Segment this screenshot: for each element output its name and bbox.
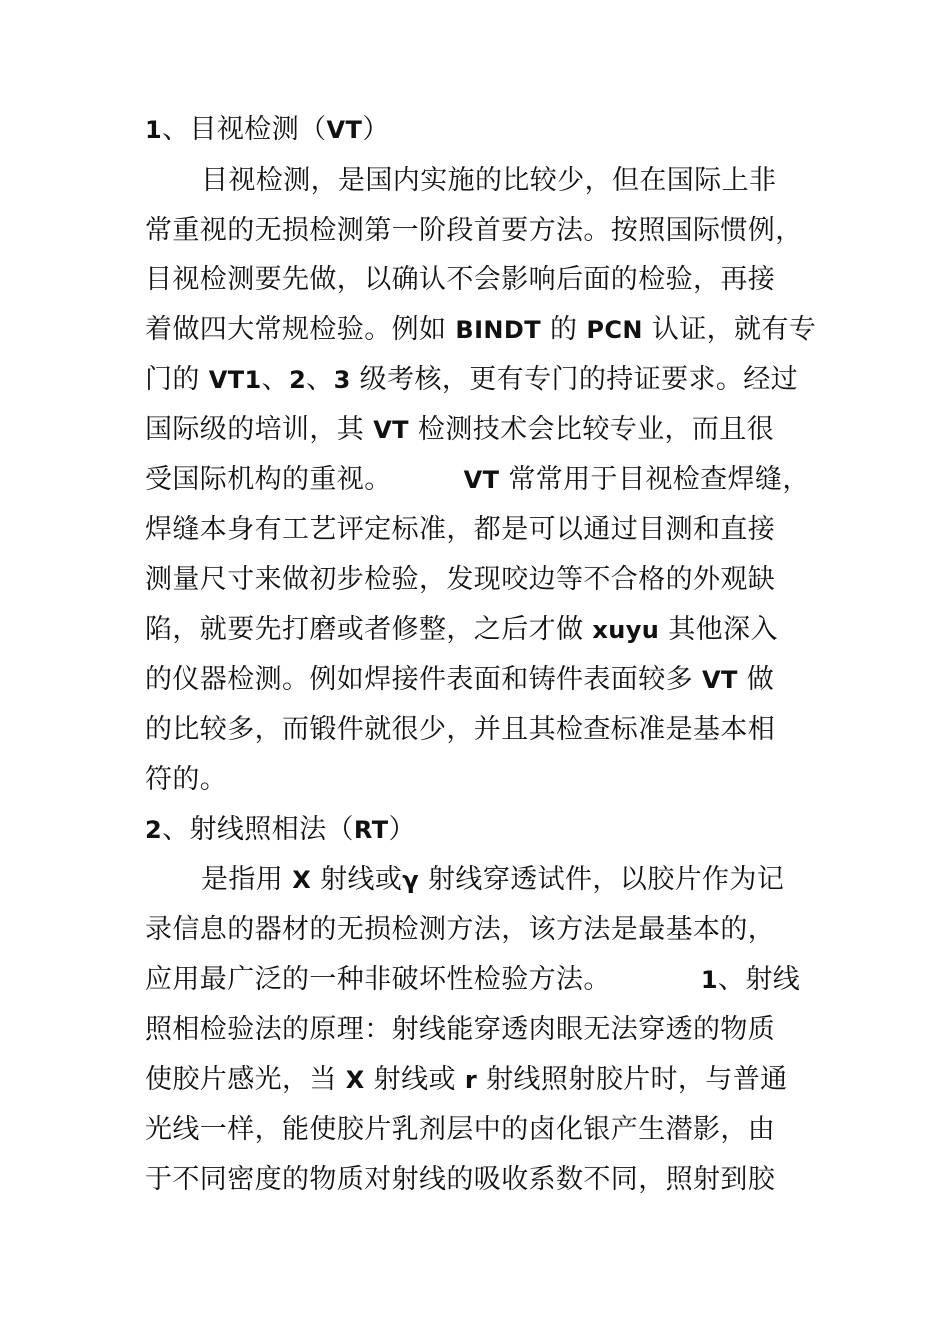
- heading-code: VT: [326, 116, 363, 144]
- heading-text: 、射线照相法（: [162, 814, 354, 845]
- bold-term: r: [464, 1066, 478, 1094]
- paragraph-line: [0, 412, 950, 448]
- text-run: 级考核，更有专门的持证要求。经过: [350, 364, 799, 395]
- text-run: 检测技术会比较专业，而且很: [408, 414, 775, 445]
- text-run: 是指用: [201, 864, 293, 895]
- bold-term: 2: [289, 366, 307, 394]
- paragraph-line: 光线一样，能使胶片乳剂层中的卤化银产生潜影，由: [145, 1114, 776, 1145]
- text-run: 受国际机构的重视。: [145, 464, 392, 495]
- paragraph-line: 的比较多，而锻件就很少，并且其检查标准是基本相: [145, 714, 776, 745]
- text-run: 的仪器检测。例如焊接件表面和铸件表面较多: [145, 664, 702, 695]
- text-run: 着做四大常规检验。例如: [145, 314, 456, 345]
- paragraph-line: [0, 862, 950, 898]
- paragraph-line: [0, 462, 950, 498]
- bold-term: BINDT: [455, 316, 541, 344]
- text-run: 的: [541, 314, 587, 345]
- bold-term: VT1: [208, 366, 262, 394]
- heading-close: ）: [388, 814, 416, 845]
- paragraph-line: [0, 962, 950, 998]
- bold-term: VT: [701, 666, 738, 694]
- paragraph-line: [0, 662, 950, 698]
- heading-close: ）: [362, 114, 390, 145]
- text-run: 使胶片感光，当: [145, 1064, 346, 1095]
- text-run: 射线穿透试件，以胶片作为记: [419, 864, 785, 895]
- text-run: 常常用于目视检查焊缝，: [499, 464, 810, 495]
- heading-number: 2: [145, 816, 163, 844]
- heading-number: 1: [145, 116, 163, 144]
- text-run: 其他深入: [659, 614, 778, 645]
- paragraph-line: [0, 1062, 950, 1098]
- paragraph-line: [0, 362, 950, 398]
- text-run: 认证，就有专: [642, 314, 817, 345]
- text-run: 射线照射胶片时，与普通: [477, 1064, 788, 1095]
- text-run: 国际级的培训，其: [145, 414, 374, 445]
- bold-term: PCN: [586, 316, 643, 344]
- paragraph-line: 目视检测，是国内实施的比较少，但在国际上非: [201, 165, 777, 196]
- text-run: 陷，就要先打磨或者修整，之后才做: [145, 614, 593, 645]
- paragraph-line: 常重视的无损检测第一阶段首要方法。按照国际惯例，: [145, 215, 803, 246]
- text-run: 应用最广泛的一种非破坏性检验方法。: [145, 964, 611, 995]
- text-run: 射线或: [364, 1064, 465, 1095]
- paragraph-line: 目视检测要先做，以确认不会影响后面的检验，再接: [145, 264, 776, 295]
- section-heading-rt: [0, 812, 950, 848]
- paragraph-line: 照相检验法的原理：射线能穿透肉眼无法穿透的物质: [145, 1014, 776, 1045]
- bold-term: X: [345, 1066, 365, 1094]
- paragraph-line: 于不同密度的物质对射线的吸收系数不同，照射到胶: [145, 1164, 776, 1195]
- paragraph-line: [0, 312, 950, 348]
- bold-term: xuyu: [592, 616, 660, 644]
- bold-term: 3: [333, 366, 351, 394]
- text-run: 射线或: [311, 864, 403, 895]
- text-run: 、射线: [717, 964, 801, 995]
- paragraph-line: 焊缝本身有工艺评定标准，都是可以通过目测和直接: [145, 514, 776, 545]
- paragraph-line: 符的。: [145, 764, 228, 795]
- text-run: 做: [737, 664, 775, 695]
- bold-term: VT: [373, 416, 409, 444]
- paragraph-line: 录信息的器材的无损检测方法，该方法是最基本的，: [145, 914, 776, 945]
- bold-term: γ: [402, 866, 420, 894]
- heading-code: RT: [353, 816, 389, 844]
- bold-term: VT: [463, 466, 500, 494]
- section-heading-vt: [0, 112, 950, 148]
- heading-text: 、目视检测（: [162, 114, 327, 145]
- paragraph-line: [0, 612, 950, 648]
- paragraph-line: 测量尺寸来做初步检验，发现咬边等不合格的外观缺: [145, 564, 776, 595]
- bold-term: 1: [700, 966, 718, 994]
- bold-term: X: [292, 866, 312, 894]
- text-run: 、: [306, 364, 334, 395]
- text-run: 门的: [145, 364, 209, 395]
- text-run: 、: [261, 364, 290, 395]
